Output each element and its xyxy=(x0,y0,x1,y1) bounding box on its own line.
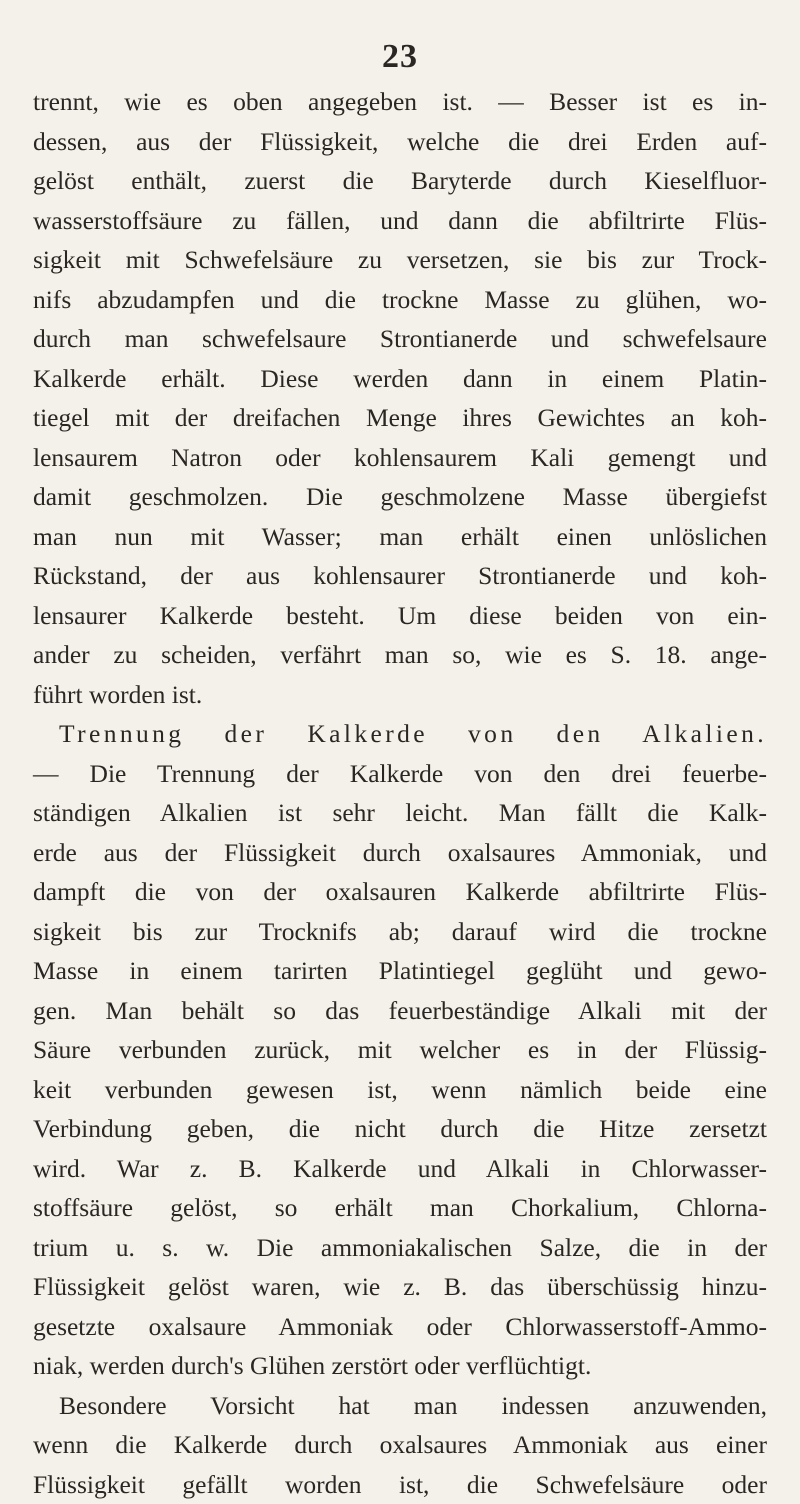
text-line: tiegel mit der dreifachen Menge ihres Gewichtes an koh- xyxy=(33,398,767,438)
text-line: wasserstoffsäure zu fällen, und dann die abfiltrirte Flüs- xyxy=(33,201,767,241)
text-line: erde aus der Flüssigkeit durch oxalsaures Ammoniak, und xyxy=(33,833,767,873)
text-line: — Die Trennung der Kalkerde von den drei feuerbe- xyxy=(33,754,767,794)
text-line: sigkeit mit Schwefelsäure zu versetzen, sie bis zur Trock- xyxy=(33,240,767,280)
text-line: lensaurer Kalkerde besteht. Um diese beiden von ein- xyxy=(33,596,767,636)
paragraph-end-line: niak, werden durch's Glühen zerstört oder verflüchtigt. xyxy=(33,1346,767,1386)
text-line: Flüssigkeit gefällt worden ist, die Schwefelsäure oder xyxy=(33,1465,767,1504)
text-line: ständigen Alkalien ist sehr leicht. Man fällt die Kalk- xyxy=(33,793,767,833)
text-line: trium u. s. w. Die ammoniakalischen Salze, die in der xyxy=(33,1228,767,1268)
body-text xyxy=(33,82,767,1504)
text-line: sigkeit bis zur Trocknifs ab; darauf wird die trockne xyxy=(33,912,767,952)
text-line: Kalkerde erhält. Diese werden dann in einem Platin- xyxy=(33,359,767,399)
text-line: keit verbunden gewesen ist, wenn nämlich beide eine xyxy=(33,1070,767,1110)
text-line: dessen, aus der Flüssigkeit, welche die drei Erden auf- xyxy=(33,122,767,162)
paragraph-start-line: Besondere Vorsicht hat man indessen anzuwenden, xyxy=(33,1386,767,1426)
text-line: wird. War z. B. Kalkerde und Alkali in Chlorwasser- xyxy=(33,1149,767,1189)
text-line: trennt, wie es oben angegeben ist. — Besser ist es in- xyxy=(33,82,767,122)
section-heading-line: Trennung der Kalkerde von den Alkalien. xyxy=(33,714,767,754)
text-line: gen. Man behält so das feuerbeständige Alkali mit der xyxy=(33,991,767,1031)
text-line: man nun mit Wasser; man erhält einen unlöslichen xyxy=(33,517,767,557)
paragraph-end-line: führt worden ist. xyxy=(33,675,767,715)
text-line: ander zu scheiden, verfährt man so, wie es S. 18. ange- xyxy=(33,635,767,675)
text-line: Rückstand, der aus kohlensaurer Strontianerde und koh- xyxy=(33,556,767,596)
text-line: gelöst enthält, zuerst die Baryterde durch Kieselfluor- xyxy=(33,161,767,201)
text-line: gesetzte oxalsaure Ammoniak oder Chlorwasserstoff-Ammo- xyxy=(33,1307,767,1347)
text-line: damit geschmolzen. Die geschmolzene Masse übergiefst xyxy=(33,477,767,517)
text-line: Verbindung geben, die nicht durch die Hitze zersetzt xyxy=(33,1109,767,1149)
text-line: wenn die Kalkerde durch oxalsaures Ammoniak aus einer xyxy=(33,1425,767,1465)
text-line: Säure verbunden zurück, mit welcher es in der Flüssig- xyxy=(33,1030,767,1070)
text-line: Flüssigkeit gelöst waren, wie z. B. das überschüssig hinzu- xyxy=(33,1267,767,1307)
text-line: stoffsäure gelöst, so erhält man Chorkalium, Chlorna- xyxy=(33,1188,767,1228)
page-number: 23 xyxy=(0,40,800,74)
text-line: Masse in einem tarirten Platintiegel geglüht und gewo- xyxy=(33,951,767,991)
text-line: nifs abzudampfen und die trockne Masse zu glühen, wo- xyxy=(33,280,767,320)
text-line: lensaurem Natron oder kohlensaurem Kali gemengt und xyxy=(33,438,767,478)
text-line: dampft die von der oxalsauren Kalkerde abfiltrirte Flüs- xyxy=(33,872,767,912)
text-line: durch man schwefelsaure Strontianerde und schwefelsaure xyxy=(33,319,767,359)
